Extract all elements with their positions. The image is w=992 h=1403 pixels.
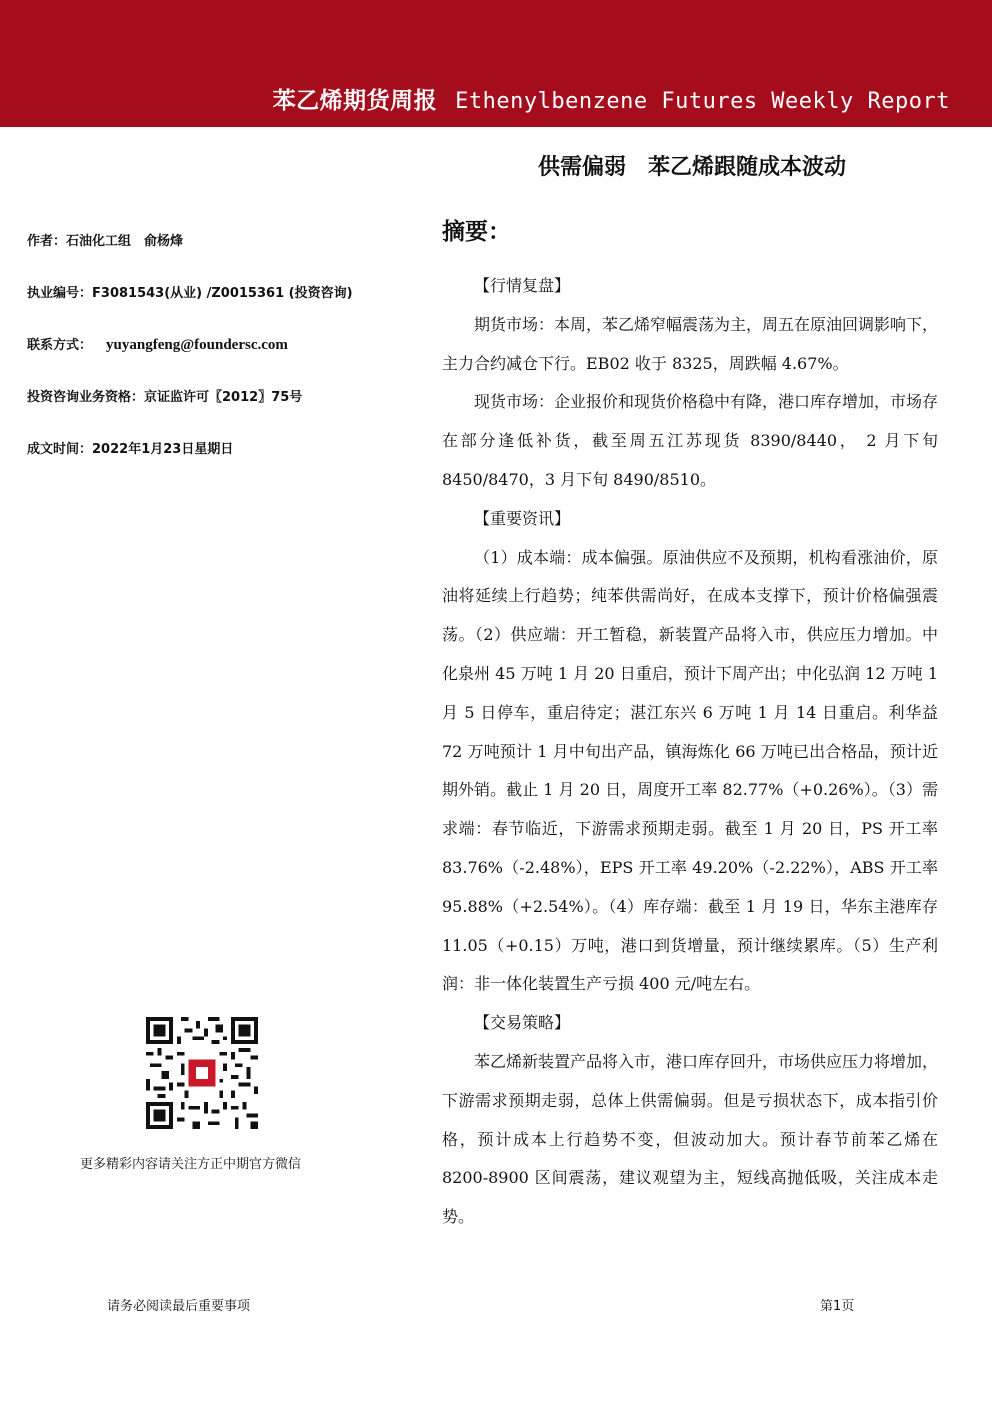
license-label: 执业编号： [27,286,93,301]
author-row [27,230,427,282]
license-value: F3081543(从业) /Z0015361 (投资咨询) [92,286,353,301]
qualification-value: 京证监许可〖2012〗75号 [144,390,303,405]
contact-email-link[interactable]: yuyangfeng@foundersc.com [106,337,288,353]
report-body [442,267,938,1237]
author-info-panel [27,230,427,490]
contact-row [27,334,427,386]
license-row [27,282,427,334]
author-label: 作者： [27,234,67,249]
footer-notice: 请务必阅读最后重要事项 [107,1299,251,1314]
strategy-heading: 【交易策略】 [474,1013,571,1033]
header-title-en: Ethenylbenzene Futures Weekly Report [455,89,950,114]
date-label: 成文时间： [27,442,93,457]
page-title: 供需偏弱 苯乙烯跟随成本波动 [537,155,846,180]
date-row [27,438,427,490]
qr-code-icon[interactable] [146,1017,258,1129]
spot-market-paragraph: 现货市场：企业报价和现货价格稳中有降，港口库存增加，市场存在部分逢低补货，截至周五江苏现货 8390/8440， 2 月下旬 8450/8470，3 月下旬 8490/8510。 [442,392,939,489]
summary-heading: 摘要： [442,219,511,245]
qualification-row [27,386,427,438]
news-paragraph: （1）成本端：成本偏强。原油供应不及预期，机构看涨油价，原油将延续上行趋势；纯苯供需尚好，在成本支撑下，预计价格偏强震荡。（2）供应端：开工暂稳，新装置产品将入市，供应压力增加。中化泉州 45 万吨 1 月 20 日重启，预计下周产出；中化弘润 12 万吨 1 月 5 日停车，重启待定；湛江东兴 6 万吨 1 月 14 日重启。利华益 72 万吨预计 1 月中旬出产品，镇海炼化 66 万吨已出合格品，预计近期外销。截止 1 月 20 日，周度开工率 82.77%（+0.26%）。（3）需求端：春节临近，下游需求预期走弱。截至 1 月 20 日，PS 开工率 83.76%（-2.48%），EPS 开工率 49.20%（-2.22%），ABS 开工率 95.88%（+2.54%）。（4）库存端：截至 1 月 19 日，华东主港库存 11.05（+0.15）万吨，港口到货增量，预计继续累库。（5）生产利润：非一体化装置生产亏损 400 元/吨左右。 [442,547,938,994]
market-review-heading: 【行情复盘】 [474,276,571,295]
date-value: 2022年1月23日星期日 [92,442,234,457]
author-value: 石油化工组 俞杨烽 [66,234,184,249]
page-number: 第1页 [820,1299,855,1314]
qualification-label: 投资咨询业务资格： [27,390,145,405]
futures-market-paragraph: 期货市场：本周，苯乙烯窄幅震荡为主，周五在原油回调影响下，主力合约减仓下行。EB02 收于 8325，周跌幅 4.67%。 [442,314,939,373]
report-header-title [273,82,950,115]
qr-caption: 更多精彩内容请关注方正中期官方微信 [80,1157,302,1172]
strategy-paragraph: 苯乙烯新装置产品将入市，港口库存回升，市场供应压力将增加，下游需求预期走弱，总体上供需偏弱。但是亏损状态下，成本指引价格，预计成本上行趋势不变，但波动加大。预计春节前苯乙烯在 8200-8900 区间震荡，建议观望为主，短线高抛低吸，关注成本走势。 [442,1051,939,1227]
news-heading: 【重要资讯】 [474,508,571,528]
contact-label: 联系方式： [27,338,93,353]
header-title-cn: 苯乙烯期货周报 [272,88,438,114]
